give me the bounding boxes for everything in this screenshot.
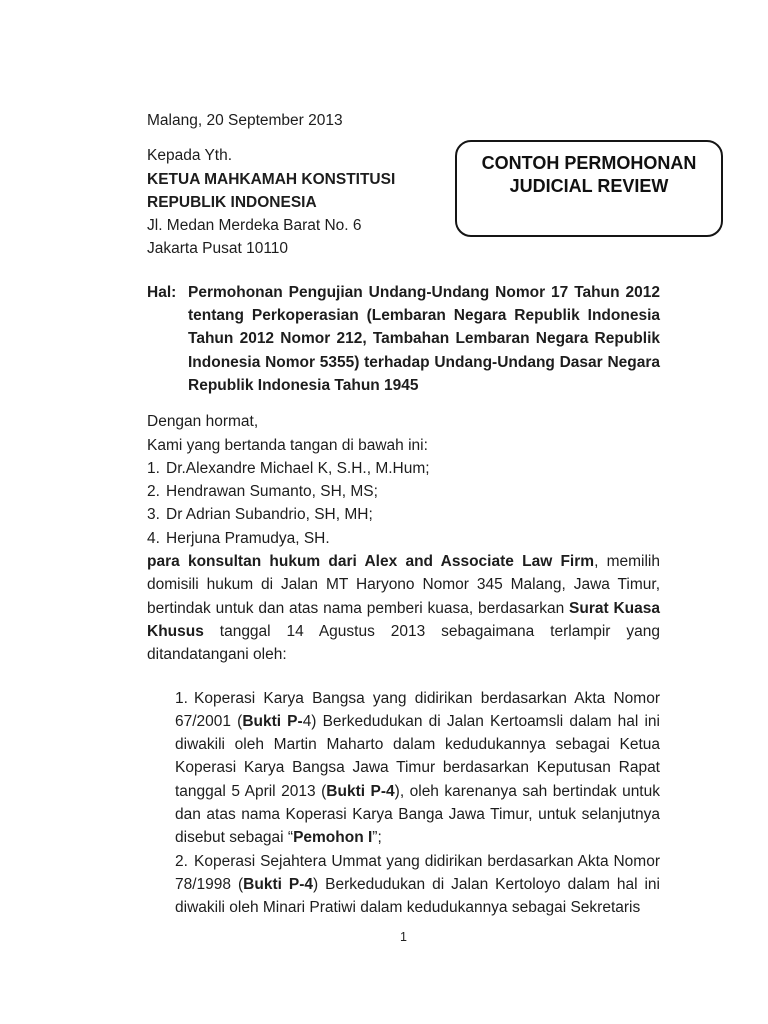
stamp-line-2: JUDICIAL REVIEW — [509, 176, 669, 196]
signatory-row — [147, 527, 660, 550]
signatories-list — [147, 457, 660, 550]
date-line: Malang, 20 September 2013 — [147, 112, 343, 129]
signatory-row — [147, 503, 660, 526]
principal-item — [175, 687, 660, 850]
stamp-line-1: CONTOH PERMOHONAN — [481, 153, 697, 173]
principal-number: 1. — [175, 689, 188, 707]
principal-text: Koperasi Karya Bangsa yang didirikan berdasarkan Akta Nomor 67/2001 (Bukti P-4) Berkedudukan di Jalan Kertoamsli dalam hal ini diwakili oleh Martin Maharto dalam kedudukannya sebagai Ketua Koperasi Karya Bangsa Jawa Timur berdasarkan Keputusan Rapat tanggal 5 April 2013 (Bukti P-4), oleh karenanya sah bertindak untuk dan atas nama Koperasi Karya Banga Jawa Timur, untuk selanjutnya disebut sebagai “Pemohon I”; — [175, 689, 660, 847]
signatory-row — [147, 457, 660, 480]
recipient-org-line-1: KETUA MAHKAMAH KONSTITUSI — [147, 170, 396, 188]
recipient-block — [147, 144, 660, 260]
principals-list — [175, 687, 660, 920]
intro-line: Kami yang bertanda tangan di bawah ini: — [147, 436, 428, 454]
subject-label: Hal: — [147, 283, 177, 301]
recipient-address-line-1: Jl. Medan Merdeka Barat No. 6 — [147, 217, 362, 235]
signatory-number: 3. — [147, 506, 160, 524]
principal-number: 2. — [175, 852, 188, 870]
principal-text: Koperasi Sejahtera Ummat yang didirikan berdasarkan Akta Nomor 78/1998 (Bukti P-4) Berkedudukan di Jalan Kertoloyo dalam hal ini diwakili oleh Minari Pratiwi dalam kedudukannya sebagai Sekretaris — [175, 852, 660, 917]
greeting-line: Dengan hormat, — [147, 413, 259, 431]
principal-item — [175, 850, 660, 920]
recipient-salutation: Kepada Yth. — [147, 147, 233, 165]
signatory-name: Dr.Alexandre Michael K, S.H., M.Hum; — [166, 459, 430, 477]
signatory-number: 4. — [147, 529, 160, 547]
attorney-paragraph: para konsultan hukum dari Alex and Associate Law Firm, memilih domisili hukum di Jalan MT Haryono Nomor 345 Malang, Jawa Timur, bertindak untuk dan atas nama pemberi kuasa, berdasarkan Surat Kuasa Khusus tanggal 14 Agustus 2013 sebagaimana terlampir yang ditandatangani oleh: — [147, 553, 660, 664]
signatory-row — [147, 480, 660, 503]
signatory-name: Dr Adrian Subandrio, SH, MH; — [166, 506, 373, 524]
greeting-block — [147, 410, 660, 457]
recipient-org-line-2: REPUBLIK INDONESIA — [147, 193, 317, 211]
subject-text: Permohonan Pengujian Undang-Undang Nomor 17 Tahun 2012 tentang Perkoperasian (Lembaran Negara Republik Indonesia Tahun 2012 Nomor 212, Tambahan Lembaran Negara Republik Indonesia Nomor 5355) terhadap Undang-Undang Dasar Negara Republik Indonesia Tahun 1945 — [188, 283, 660, 394]
recipient-address-line-2: Jakarta Pusat 10110 — [147, 240, 289, 258]
signatory-number: 2. — [147, 483, 160, 501]
subject-block — [147, 281, 660, 397]
signatory-name: Herjuna Pramudya, SH. — [166, 529, 330, 547]
signatory-number: 1. — [147, 459, 160, 477]
page-number: 1 — [400, 929, 407, 944]
signatory-name: Hendrawan Sumanto, SH, MS; — [166, 483, 378, 501]
